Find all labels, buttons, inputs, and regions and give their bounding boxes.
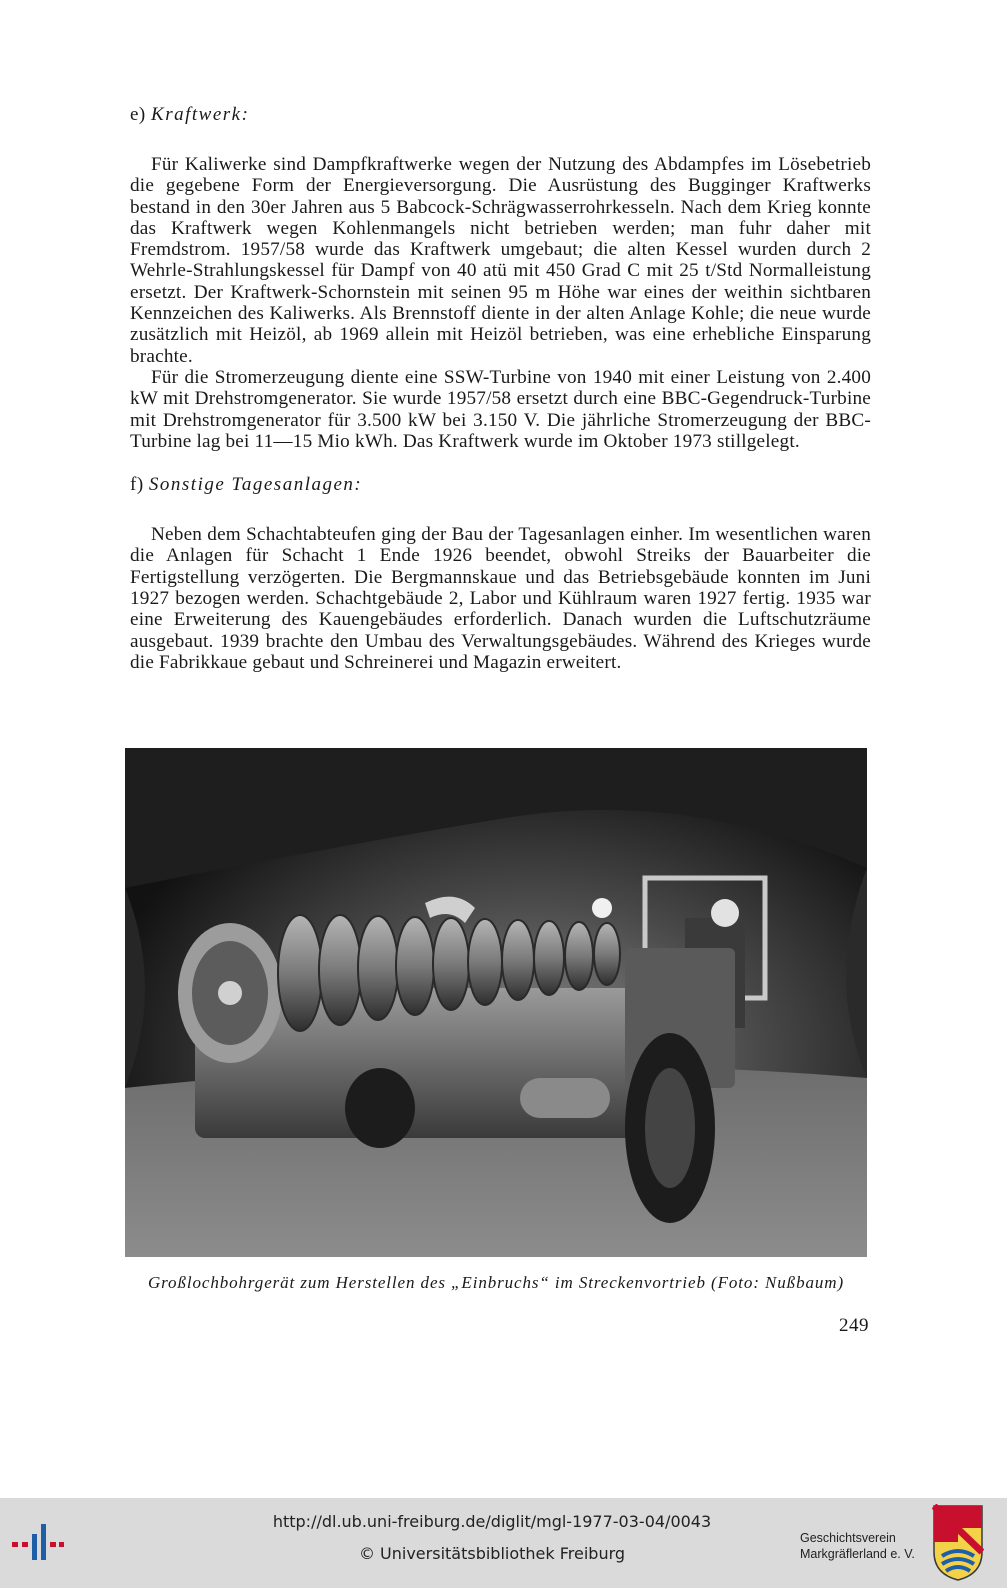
page-content [130,104,871,673]
university-library-logo-icon[interactable] [12,1520,64,1566]
section-heading-tagesanlagen [130,474,871,496]
section-heading-kraftwerk [130,104,871,126]
paragraph: Neben dem Schachtabteufen ging der Bau der Tagesanlagen einher. Im wesentlichen waren die Anlagen für Schacht 1 Ende 1926 beendet, obwohl Streiks der Bauarbeiter die Fertigstellung verzögerten. Die Bergmannskaue und das Betriebsgebäude konnten im Juni 1927 bezogen werden. Schachtgebäude 2, Labor und Kühlraum waren 1927 fertig. 1935 war eine Erweiterung des Kauengebäudes erforderlich. Danach wurden die Luftschutzräume ausgebaut. 1939 brachte den Umbau des Verwaltungsgebäudes. Während des Krieges wurde die Fabrikkaue gebaut und Schreinerei und Magazin erweitert. [130,524,871,673]
photo-drilling-machine [125,748,867,1257]
society-line-1: Geschichtsverein [800,1531,896,1545]
footer-society-name [800,1530,930,1562]
paragraph: Für Kaliwerke sind Dampfkraftwerke wegen der Nutzung des Abdampfes im Lösebetrieb die gegebene Form der Energieversorgung. Die Ausrüstung des Bugginger Kraftwerks bestand in den 30er Jahren aus 5 Babcock-Schrägwasserrohrkesseln. Nach dem Krieg konnte das Kraftwerk wegen Kohlenmangels nicht betrieben werden; man fuhr daher mit Fremdstrom. 1957/58 wurde das Kraftwerk umgebaut; die alten Kessel wurden durch 2 Wehrle-Strahlungskessel für Dampf von 40 atü mit 450 Grad C mit 25 t/Std Normalleistung ersetzt. Der Kraftwerk-Schornstein mit seinen 95 m Höhe war eines der weithin sichtbaren Kennzeichen des Kaliwerks. Als Brennstoff diente in der alten Anlage Kohle; die neue wurde zusätzlich mit Heizöl, ab 1969 allein mit Heizöl betrieben, was eine erhebliche Einsparung brachte. [130,154,871,367]
photo-caption: Großlochbohrgerät zum Herstellen des „Einbruchs“ im Streckenvortrieb (Foto: Nußbaum) [147,1273,845,1292]
section-title: Sonstige Tagesanlagen: [148,474,363,496]
paragraph: Für die Stromerzeugung diente eine SSW-Turbine von 1940 mit einer Leistung von 2.400 kW mit Drehstromgenerator. Sie wurde 1957/58 ersetzt durch eine BBC-Gegendruck-Turbine mit Drehstromgenerator für 3.500 kW bei 3.150 V. Die jährliche Stromerzeugung der BBC-Turbine lag bei 11—15 Mio kWh. Das Kraftwerk wurde im Oktober 1973 stillgelegt. [130,366,871,452]
footer-url-link[interactable]: http://dl.ub.uni-freiburg.de/diglit/mgl-1977-03-04/0043 [272,1512,712,1531]
page-number: 249 [839,1315,869,1336]
section-letter: e) [130,104,146,125]
section-letter: f) [130,474,144,496]
society-line-2: Markgräflerland e. V. [800,1547,915,1561]
section-title: Kraftwerk: [151,104,250,125]
photo-image [125,748,867,1257]
coat-of-arms-icon[interactable] [932,1504,984,1582]
footer-bar [0,1498,1007,1588]
footer-copyright: © Universitätsbibliothek Freiburg [358,1544,626,1563]
